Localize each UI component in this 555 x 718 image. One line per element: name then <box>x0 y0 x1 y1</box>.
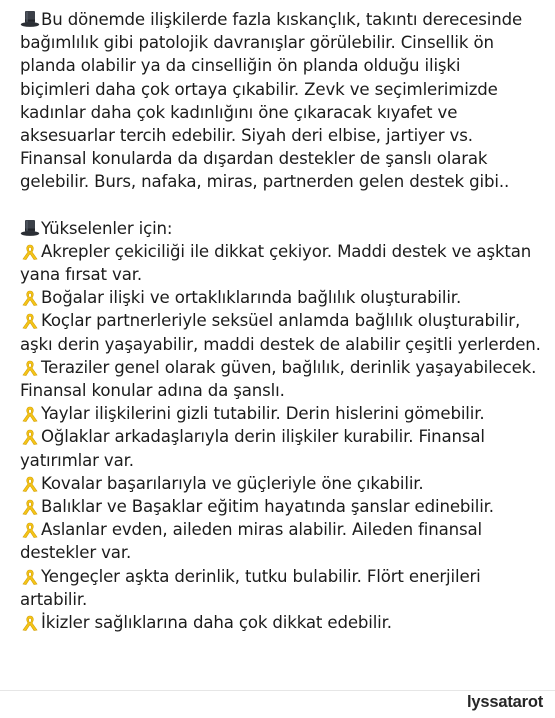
list-item <box>20 472 545 495</box>
top-hat-icon <box>20 219 40 237</box>
text-line: Balıklar ve Başaklar eğitim hayatında şanslar edinebilir. <box>20 495 545 518</box>
text-line: Finansal konular adına da şanslı. <box>20 381 285 401</box>
heading-text: Yükselenler için: <box>20 217 545 240</box>
text-line: Yengeçler aşkta derinlik, tutku bulabilir. Flört enerjileri <box>20 565 545 588</box>
list-item <box>20 565 545 611</box>
text-line: artabilir. <box>20 589 88 609</box>
text-line: Koçlar partnerleriyle seksüel anlamda bağlılık oluşturabilir, <box>20 309 545 332</box>
yellow-ribbon-icon <box>20 242 40 260</box>
yellow-ribbon-icon <box>20 288 40 306</box>
text-line: yana fırsat var. <box>20 265 142 285</box>
list-item <box>20 518 545 564</box>
text-line: Aslanlar evden, aileden miras alabilir. Aileden finansal <box>20 518 545 541</box>
text-line: İkizler sağlıklarına daha çok dikkat edebilir. <box>20 611 545 634</box>
yellow-ribbon-icon <box>20 613 40 631</box>
text-line: Bu dönemde ilişkilerde fazla kıskançlık, takıntı derecesinde <box>20 8 545 31</box>
list-item <box>20 286 545 309</box>
yellow-ribbon-icon <box>20 427 40 445</box>
ascendants-heading <box>20 217 545 240</box>
paragraph-spacer <box>20 194 545 217</box>
text-line: Finansal konularda da dışardan destekler de şanslı olarak <box>20 149 488 169</box>
text-line: aksesuarlar tercih edebilir. Siyah deri elbise, jartiyer vs. <box>20 126 473 146</box>
text-line: Oğlaklar arkadaşlarıyla derin ilişkiler kurabilir. Finansal <box>20 425 545 448</box>
yellow-ribbon-icon <box>20 520 40 538</box>
text-line: Boğalar ilişki ve ortaklıklarında bağlılık oluşturabilir. <box>20 286 545 309</box>
list-item <box>20 309 545 355</box>
text-line: gelebilir. Burs, nafaka, miras, partnerden gelen destek gibi.. <box>20 172 510 192</box>
text-line: Kovalar başarılarıyla ve güçleriyle öne çıkabilir. <box>20 472 545 495</box>
post-text <box>20 8 545 634</box>
text-line: bağımlılık gibi patolojik davranışlar görülebilir. Cinsellik ön <box>20 33 494 53</box>
ascendants-list <box>20 240 545 634</box>
text-line: planda olabilir ya da cinselliğin ön planda olduğu ilişki <box>20 56 461 76</box>
text-line: yatırımlar var. <box>20 450 134 470</box>
yellow-ribbon-icon <box>20 311 40 329</box>
footer-divider <box>0 690 555 691</box>
list-item <box>20 402 545 425</box>
yellow-ribbon-icon <box>20 497 40 515</box>
instagram-username[interactable]: lyssatarot <box>467 693 543 711</box>
list-item <box>20 356 545 402</box>
top-hat-icon <box>20 10 40 28</box>
text-line: Akrepler çekiciliği ile dikkat çekiyor. Maddi destek ve aşktan <box>20 240 545 263</box>
list-item <box>20 495 545 518</box>
yellow-ribbon-icon <box>20 474 40 492</box>
yellow-ribbon-icon <box>20 358 40 376</box>
intro-paragraph <box>20 8 545 194</box>
yellow-ribbon-icon <box>20 567 40 585</box>
text-line: kadınlar daha çok kadınlığını öne çıkaracak kıyafet ve <box>20 102 458 122</box>
text-line: biçimleri daha çok ortaya çıkabilir. Zevk ve seçimlerimizde <box>20 79 498 99</box>
list-item <box>20 425 545 471</box>
text-line: Yaylar ilişkilerini gizli tutabilir. Derin hislerini gömebilir. <box>20 402 545 425</box>
yellow-ribbon-icon <box>20 404 40 422</box>
list-item <box>20 240 545 286</box>
list-item <box>20 611 545 634</box>
text-line: Teraziler genel olarak güven, bağlılık, derinlik yaşayabilecek. <box>20 356 545 379</box>
text-line: aşkı derin yaşayabilir, maddi destek de alabilir çeşitli yerlerden. <box>20 334 541 354</box>
text-line: destekler var. <box>20 543 132 563</box>
